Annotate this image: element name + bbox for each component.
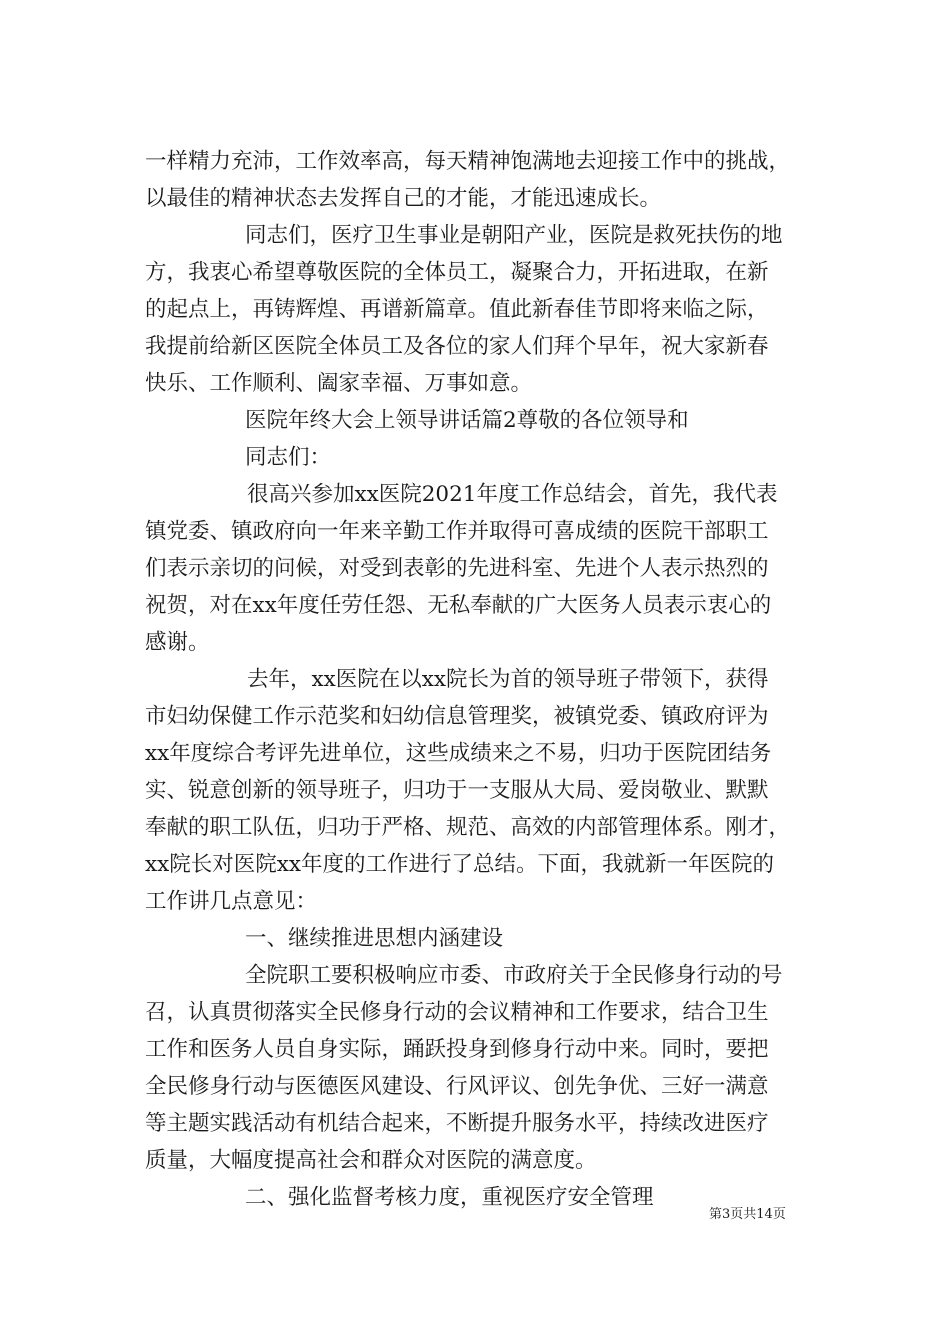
text-line: 我提前给新区医院全体员工及各位的家人们拜个早年，祝大家新春 — [145, 334, 769, 359]
text-line: 们表示亲切的问候，对受到表彰的先进科室、先进个人表示热烈的 — [145, 556, 769, 581]
text-line: 很高兴参加xx医院2021年度工作总结会，首先，我代表 — [247, 482, 778, 507]
text-line: 全院职工要积极响应市委、市政府关于全民修身行动的号 — [245, 963, 783, 988]
section-heading: 二、强化监督考核力度，重视医疗安全管理 — [245, 1185, 654, 1210]
text-line: 质量，大幅度提高社会和群众对医院的满意度。 — [145, 1148, 597, 1173]
section-heading: 一、继续推进思想内涵建设 — [245, 926, 504, 951]
text-line: 同志们，医疗卫生事业是朝阳产业，医院是救死扶伤的地 — [245, 223, 783, 248]
text-line: 等主题实践活动有机结合起来，不断提升服务水平，持续改进医疗 — [145, 1111, 769, 1136]
text-line: 工作和医务人员自身实际，踊跃投身到修身行动中来。同时，要把 — [145, 1037, 769, 1062]
text-line: 镇党委、镇政府向一年来辛勤工作并取得可喜成绩的医院干部职工 — [145, 519, 769, 544]
salutation: 同志们： — [245, 445, 332, 470]
text-line: 方，我衷心希望尊敬医院的全体员工，凝聚合力，开拓进取，在新 — [145, 260, 769, 285]
text-line: xx院长对医院xx年度的工作进行了总结。下面，我就新一年医院的 — [145, 852, 775, 877]
text-line: 的起点上，再铸辉煌、再谱新篇章。值此新春佳节即将来临之际， — [145, 297, 769, 322]
section-heading: 医院年终大会上领导讲话篇2尊敬的各位领导和 — [245, 408, 689, 433]
text-line: 全民修身行动与医德医风建设、行风评议、创先争优、三好一满意 — [145, 1074, 769, 1099]
text-line: 感谢。 — [145, 630, 210, 655]
text-line: 奉献的职工队伍，归功于严格、规范、高效的内部管理体系。刚才， — [145, 815, 791, 840]
text-line: 召，认真贯彻落实全民修身行动的会议精神和工作要求，结合卫生 — [145, 1000, 769, 1025]
page-number-footer: 第3页共14页 — [709, 1207, 786, 1222]
text-line: 快乐、工作顺利、阖家幸福、万事如意。 — [145, 371, 533, 396]
text-line: 以最佳的精神状态去发挥自己的才能，才能迅速成长。 — [145, 186, 662, 211]
text-line: xx年度综合考评先进单位，这些成绩来之不易，归功于医院团结务 — [145, 741, 772, 766]
text-line: 工作讲几点意见： — [145, 889, 318, 914]
text-line: 祝贺，对在xx年度任劳任怨、无私奉献的广大医务人员表示衷心的 — [145, 593, 772, 618]
text-line: 实、锐意创新的领导班子，归功于一支服从大局、爱岗敬业、默默 — [145, 778, 769, 803]
text-line: 市妇幼保健工作示范奖和妇幼信息管理奖，被镇党委、镇政府评为 — [145, 704, 769, 729]
text-line: 去年，xx医院在以xx院长为首的领导班子带领下，获得 — [247, 667, 769, 692]
text-line: 一样精力充沛，工作效率高，每天精神饱满地去迎接工作中的挑战， — [145, 149, 791, 174]
